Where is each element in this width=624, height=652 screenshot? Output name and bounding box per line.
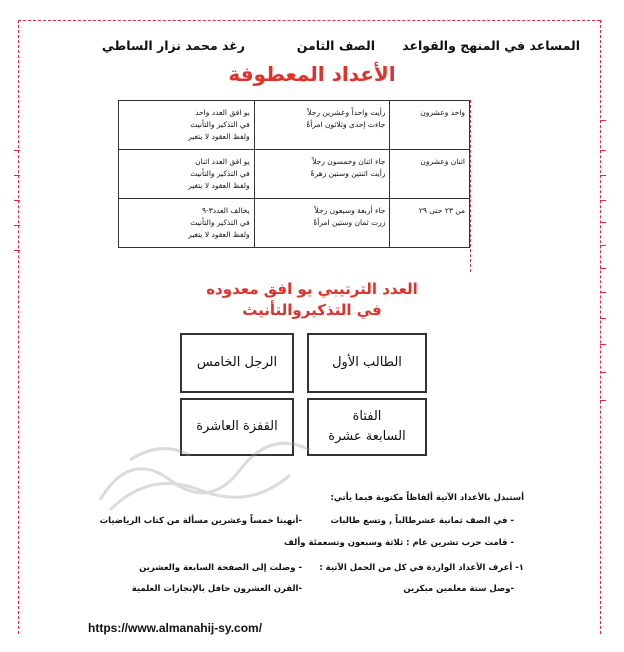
exercise2-item-a: - وصلت إلى الصفحة السابعة والعشرين <box>139 563 302 573</box>
page-title: الأعداد المعطوفة <box>228 62 396 86</box>
exercise2-item-b: -وصل ستة معلمين مبكرين <box>403 584 514 594</box>
ordinal-rule-line2: في التذكيروالتأنيث <box>242 301 382 319</box>
example-box-fifth-man: الرجل الخامس <box>180 333 294 393</box>
number-cell: اثنان وعشرون <box>390 150 470 199</box>
exercise1-item-b: -أنهينا خمساً وعشرين مسألة من كتاب الرياضيات <box>99 516 302 526</box>
grade-label: الصف الثامن <box>296 38 375 53</box>
number-cell: من ٢٣ حتى ٢٩ <box>390 199 470 248</box>
footer-website-link[interactable]: https://www.almanahij-sy.com/ <box>88 621 263 635</box>
rule-cell: يو افق العدد اثنان في التذكير والتأنيث ولفظ العقود لا يتغير <box>119 150 255 199</box>
examples-cell: رأيت واحداً وعشرين رجلاً جاءت إحدى وثلاثون امرأةً <box>254 101 390 150</box>
examples-cell: جاء أربعة وسبعون رجلاً زرت ثمان وستين امرأةً <box>254 199 390 248</box>
table-side-dashes <box>470 100 471 272</box>
worksheet-header <box>60 38 580 58</box>
exercise1-item-a: - في الصف ثمانية عشرطالباً , وتسع طالبات <box>330 516 514 526</box>
rule-cell: يو افق العدد واحد في التذكير والتأنيث ولفظ العقود لا يتغير <box>119 101 255 150</box>
number-cell: واحد وعشرون <box>390 101 470 150</box>
page-border-right <box>600 20 601 634</box>
exercise2-item-c: -القرن العشرون حافل بالإنجازات العلمية <box>131 584 302 594</box>
watermark-logo-icon <box>90 430 320 520</box>
example-box-tenth-jump: القفزة العاشرة <box>180 398 294 456</box>
author-label: رغد محمد نزار الساطي <box>101 38 245 53</box>
page-border-top <box>18 20 600 21</box>
exercise1-title: أستبدل بالأعداد الآتية ألفاظاً مكتوبة فيما يأتي: <box>330 493 524 503</box>
table-row <box>119 199 470 248</box>
table-row <box>119 101 470 150</box>
compound-numbers-table <box>118 100 470 248</box>
examples-cell: جاء اثنان وخمسون رجلاً رأيت اثنتين وستين زهرةً <box>254 150 390 199</box>
exercise2-title: ١- أعرف الأعداد الواردة في كل من الجمل الآتية : <box>319 563 524 573</box>
page-border-left <box>18 20 19 634</box>
rule-cell: يخالف العدد٣-٩ في التذكير والتأنيث ولفظ العقود لا يتغير <box>119 199 255 248</box>
example-box-seventeenth-girl: الفتاة السابعة عشرة <box>307 398 427 456</box>
example-box-first-student: الطالب الأول <box>307 333 427 393</box>
subject-label: المساعد في المنهج والقواعد <box>402 38 580 53</box>
table-row <box>119 150 470 199</box>
ordinal-rule-line1: العدد الترتيبي يو افق معدوده <box>206 280 418 298</box>
exercise1-item-c: - قامت حرب تشرين عام : ثلاثة وسبعون وتسعمئة وألف <box>284 538 514 548</box>
